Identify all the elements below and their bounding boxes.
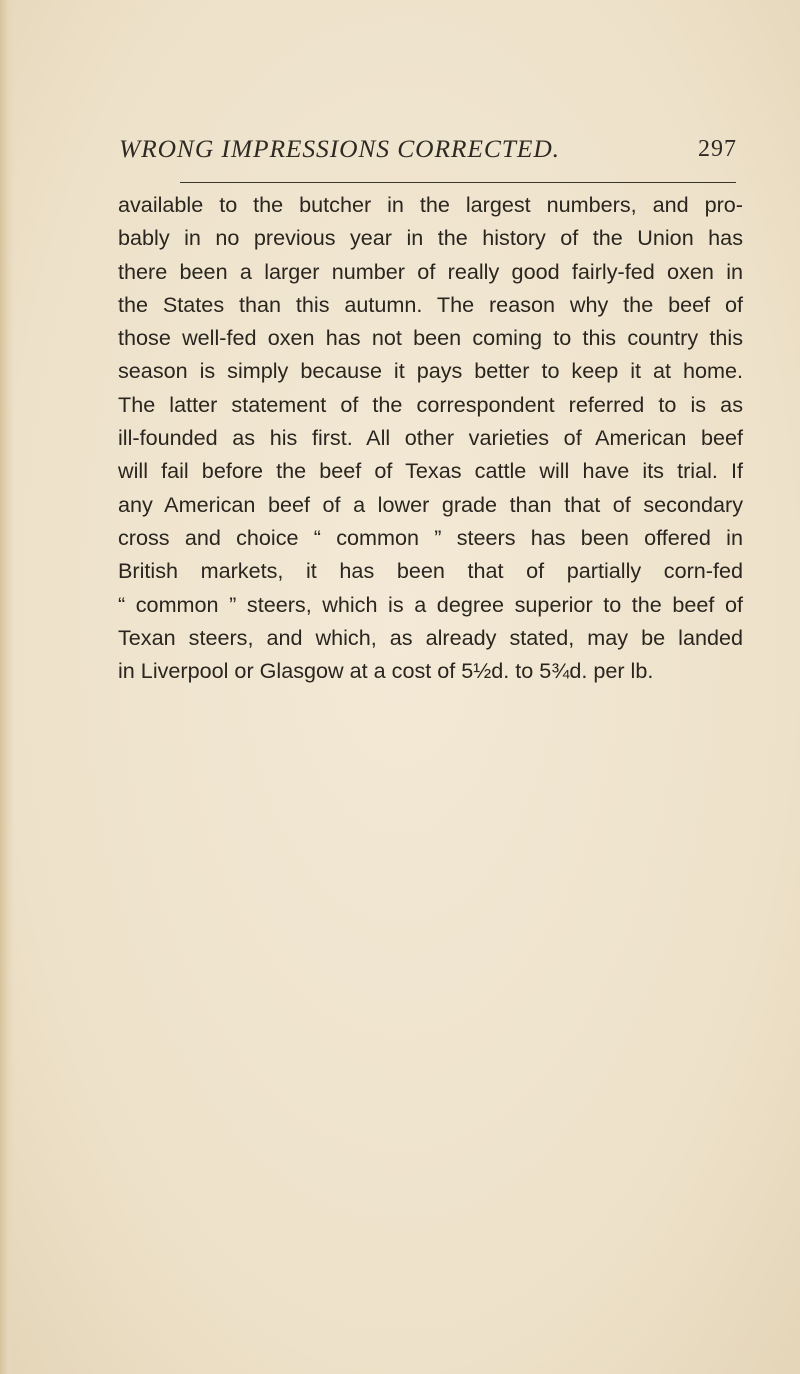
text-line: “ common ” steers, which is a degree superior to the beef of xyxy=(118,591,743,617)
header-rule xyxy=(180,182,736,183)
running-head-title: WRONG IMPRESSIONS CORRECTED. xyxy=(119,134,560,163)
text-line: any American beef of a lower grade than that of secondary xyxy=(118,491,743,517)
body-paragraph xyxy=(118,188,743,687)
running-head xyxy=(119,130,737,164)
text-line: in Liverpool or Glasgow at a cost of 5½d. to 5¾d. per lb. xyxy=(118,658,654,684)
text-line: the States than this autumn. The reason why the beef of xyxy=(118,291,743,317)
page-number: 297 xyxy=(698,136,737,162)
text-line: available to the butcher in the largest numbers, and pro- xyxy=(118,192,743,217)
text-line: cross and choice “ common ” steers has been offered in xyxy=(118,524,743,550)
text-line: those well-fed oxen has not been coming to this country this xyxy=(118,325,743,351)
text-line: bably in no previous year in the history of the Union has xyxy=(118,225,743,251)
text-line: British markets, it has been that of partially corn-fed xyxy=(118,558,743,584)
text-line: Texan steers, and which, as already stated, may be landed xyxy=(118,624,743,650)
text-line: ill-founded as his first. All other varieties of American beef xyxy=(118,425,743,451)
text-line: season is simply because it pays better to keep it at home. xyxy=(118,358,743,384)
page-gutter-shadow xyxy=(0,0,14,1374)
text-line: will fail before the beef of Texas cattle will have its trial. If xyxy=(118,458,743,484)
text-line: The latter statement of the correspondent referred to is as xyxy=(118,391,743,417)
text-line: there been a larger number of really good fairly-fed oxen in xyxy=(118,258,743,284)
